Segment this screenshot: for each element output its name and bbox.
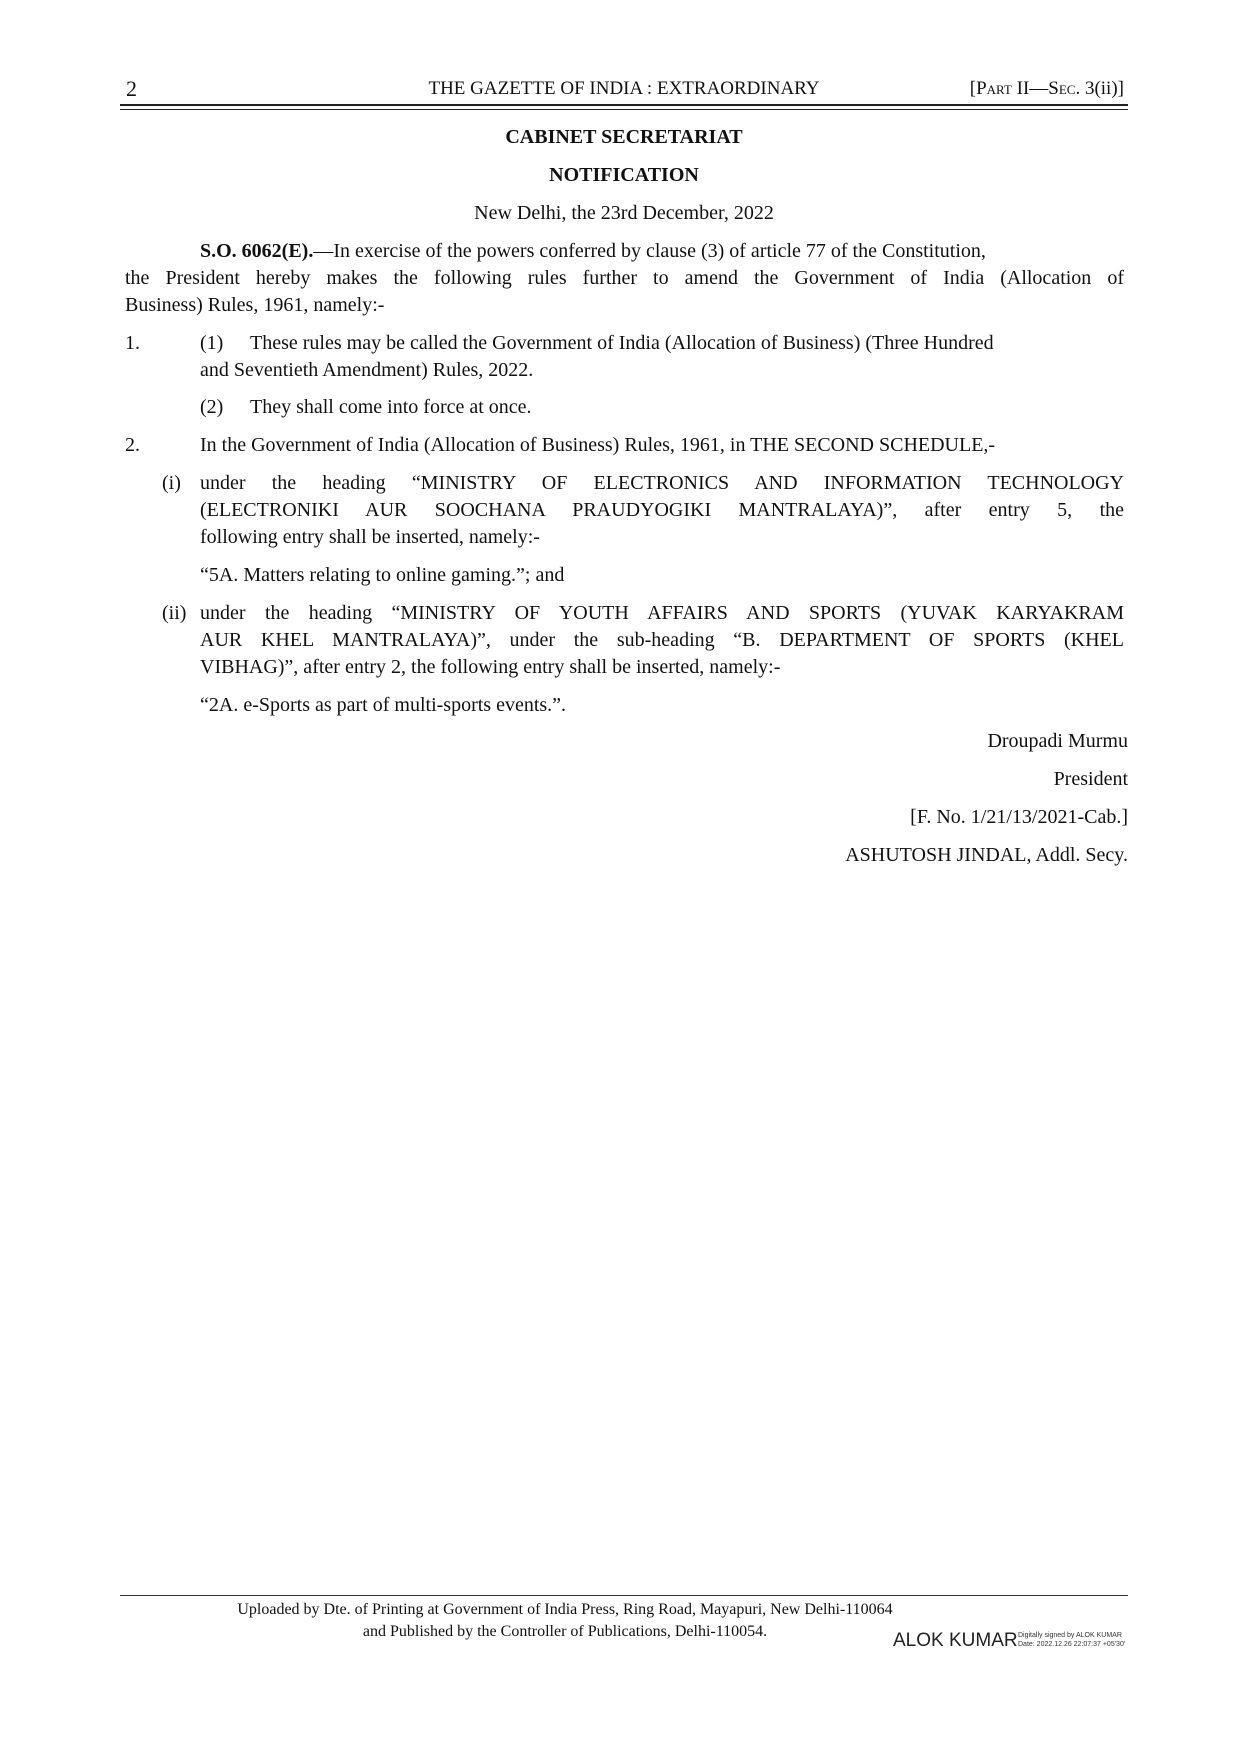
part-label: Part II—Sec. <box>976 78 1081 99</box>
item-ii-entry: “2A. e-Sports as part of multi-sports events.”. <box>200 694 567 716</box>
so-number: S.O. 6062(E). <box>200 240 314 262</box>
footer-rule <box>120 1595 1128 1596</box>
item-ii-line-3: VIBHAG)”, after entry 2, the following entry shall be inserted, namely:- <box>200 656 781 678</box>
rule-1-sub-2-marker: (2) <box>200 396 224 418</box>
item-i-marker: (i) <box>162 472 181 494</box>
rule-2-number: 2. <box>125 434 140 456</box>
digital-signature-date: Date: 2022.12.26 22:07:37 +05'30' <box>1018 1641 1126 1648</box>
item-ii-line-1: under the heading “MINISTRY OF YOUTH AFFAIRS AND SPORTS (YUVAK KARYAKRAM <box>200 602 1124 624</box>
gazette-title: THE GAZETTE OF INDIA : EXTRAORDINARY <box>428 78 820 99</box>
rule-1-sub-2-text: They shall come into force at once. <box>250 396 532 418</box>
running-header <box>120 76 1128 104</box>
file-number: [F. No. 1/21/13/2021-Cab.] <box>910 806 1128 828</box>
footer-line-1: Uploaded by Dte. of Printing at Government of India Press, Ring Road, Mayapuri, New Delhi-110064 <box>237 1601 893 1618</box>
item-i-line-3: following entry shall be inserted, namely:- <box>200 526 540 548</box>
header-rule-thin <box>120 109 1128 110</box>
preamble-line-3: Business) Rules, 1961, namely:- <box>125 294 385 316</box>
signatory-name: Droupadi Murmu <box>987 730 1128 752</box>
digital-signature-signed-by: Digitally signed by ALOK KUMAR <box>1018 1632 1122 1639</box>
part-section-label: [Part II—Sec. 3(ii)] <box>969 78 1124 99</box>
item-ii-marker: (ii) <box>162 602 187 624</box>
rule-1-sub-1-marker: (1) <box>200 332 224 354</box>
header-rule-thick <box>120 104 1128 106</box>
item-ii-line-2: AUR KHEL MANTRALAYA)”, under the sub-heading “B. DEPARTMENT OF SPORTS (KHEL <box>200 629 1124 651</box>
rule-1-sub-1-line-2: and Seventieth Amendment) Rules, 2022. <box>200 359 534 381</box>
signatory-title: President <box>1053 768 1128 790</box>
notification-heading: NOTIFICATION <box>549 164 699 186</box>
preamble-line-2: the President hereby makes the following rules further to amend the Government of India (Allocation of <box>125 267 1124 289</box>
digital-signature-name: ALOK KUMAR <box>893 1630 1018 1651</box>
item-i-line-1: under the heading “MINISTRY OF ELECTRONICS AND INFORMATION TECHNOLOGY <box>200 472 1124 494</box>
footer-line-2: and Published by the Controller of Publications, Delhi-110054. <box>362 1623 768 1640</box>
page-number: 2 <box>126 76 137 101</box>
rule-1-number: 1. <box>125 332 140 354</box>
item-i-entry: “5A. Matters relating to online gaming.”; and <box>200 564 565 586</box>
preamble-line-1: S.O. 6062(E).—In exercise of the powers conferred by clause (3) of article 77 of the Constitution, <box>200 240 986 262</box>
digital-signature-meta <box>1018 1631 1125 1649</box>
department-heading: CABINET SECRETARIAT <box>505 126 743 148</box>
rule-1-sub-1-line-1: These rules may be called the Government of India (Allocation of Business) (Three Hundred <box>250 332 994 354</box>
place-date: New Delhi, the 23rd December, 2022 <box>474 202 774 224</box>
rule-2-text: In the Government of India (Allocation of Business) Rules, 1961, in THE SECOND SCHEDULE,- <box>200 434 996 456</box>
item-i-line-2: (ELECTRONIKI AUR SOOCHANA PRAUDYOGIKI MANTRALAYA)”, after entry 5, the <box>200 499 1124 521</box>
secretary-name: ASHUTOSH JINDAL, Addl. Secy. <box>845 844 1128 866</box>
